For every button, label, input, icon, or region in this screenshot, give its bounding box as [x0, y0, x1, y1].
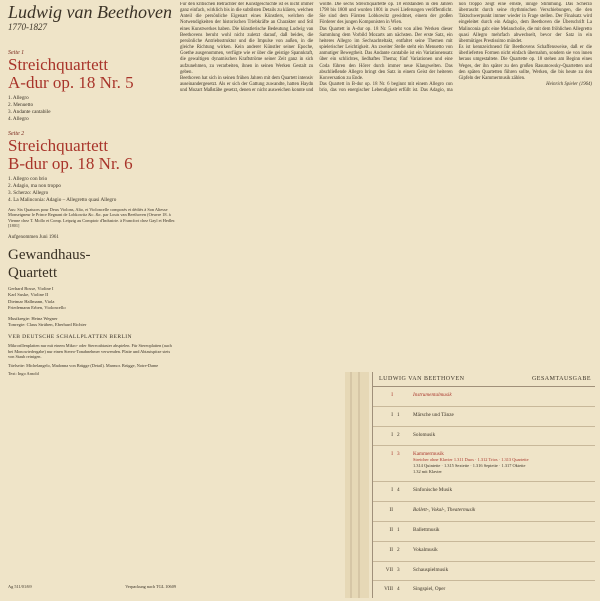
- packaging-note: Verpackung nach TGL 10609: [125, 584, 176, 589]
- row-number: II: [389, 526, 393, 533]
- essay-paragraph: Beethoven hat sich in seinen frühen Jahren mit dem Quartett intensiv auseinandergesetzt. Als er sich der Gattung zuwandte, hatten Haydn und Mozart Maßstäbe gesetzt, denen er nicht ausweichen konnte und wollte. Die sechs Streichquartette op. 18 entstanden in den Jahren 1798 bis 1800 und wurden 1801 in zwei Lieferungen veröffentlicht. Sie sind dem Fürsten Lobkowitz gewidmet, einem der großen Förderer des jungen Komponisten in Wien.: [180, 2, 453, 94]
- ensemble-name: [8, 246, 176, 282]
- source-note: Aus: Six Quatuors pour Deux Violons, Alto, et Violoncelle composés et dédiés à Son Altesse Monseigneur le Prince Regnant de Lobkowitz &c. &c. par Louis van Beethoven (Oeuvre 18. à Vienne chez T. Mollo et Comp. Leipzig au Comptoir d'Industrie. à Francfort chez Gayl et Hedler. [1801]: [8, 207, 176, 229]
- row-sub: 3: [397, 451, 400, 458]
- table-row: [373, 581, 595, 601]
- label-name: VEB DEUTSCHE SCHALLPLATTEN BERLIN: [8, 334, 132, 341]
- side1-title-1: Streichquartett: [8, 55, 109, 74]
- row-title: Ballettmusik: [413, 526, 440, 533]
- catalog-subtitle: GESAMTAUSGABE: [531, 376, 591, 382]
- essay-paragraph: Es ist kennzeichnend für Beethovens Schaffensweise, daß er die überlieferten Formen nicht einfach übernahm, sondern sie von innen heraus umgestaltete. Die Quartette op. 18 stehen am Beginn eines Weges, der ihn später zu den großen Rasumowsky-Quartetten und den späten Quartetten führen sollte, Werken, die bis heute zu den Gipfeln der Kammermusik zählen.: [458, 45, 592, 81]
- row-title: Schauspielmusik: [413, 566, 449, 573]
- row-sub: 4: [397, 487, 400, 494]
- row-sub: 1: [397, 526, 400, 533]
- row-sub: 3: [397, 566, 400, 573]
- list-item: Karl Suske, Violine II: [8, 292, 49, 298]
- recorded-date: Aufgenommen Juni 1961: [8, 234, 59, 240]
- table-row: [373, 542, 595, 562]
- row-sub: 2: [397, 431, 400, 438]
- side2-movements: [8, 176, 176, 204]
- row-title: Ballett-, Vokal-, Theatermusik: [413, 507, 476, 514]
- row-number: I: [391, 451, 393, 458]
- row-number: VIII: [384, 586, 393, 593]
- side2-label: Seite 2: [8, 131, 25, 137]
- list-item: 4. La Malinconia: Adagio – Allegretto quasi Allegro: [8, 197, 117, 203]
- row-number: II: [389, 507, 393, 514]
- kammer-subtypes: [413, 457, 529, 474]
- list-item: Gerhard Bosse, Violine I: [8, 286, 54, 292]
- decorative-stripes: [345, 372, 369, 598]
- essay-paragraph: Für den kritischen Betrachter der Kunstgeschichte ist es nicht immer ganz einfach, wirklich bis in die subtilsten Details zu klären, welchen Anteil die persönliche Eigenart eines Künstlers, welchen die Notwendigkeiten der historischen Triebkräfte an Charakter und Stil eines Kunstwerkes haben. Die künstlerische Bedeutung Ludwig van Beethovens beruht wohl nicht zuletzt darauf, daß beides, die persönliche Antriebsstruktur und die Impulse von außen, in die gleiche Richtung wirken. Kein anderer Künstler seiner Epoche, Goethe ausgenommen, verfügte wie er über die geistige Spannkraft, die gewaltigen dynamischen Kraftströme seiner Zeit ganz in sich aufzunehmen, zu verarbeiten, ihnen in seinen Werken Gestalt zu geben.: [180, 2, 314, 75]
- table-row: [373, 482, 595, 502]
- edition-catalog: [372, 372, 595, 598]
- table-row: [373, 446, 595, 482]
- row-number: I: [391, 392, 393, 398]
- row-title: Solomusik: [413, 431, 436, 438]
- composer-years: 1770-1827: [8, 22, 47, 32]
- catalog-header: [373, 372, 595, 387]
- list-item: Dietmar Hallmann, Viola: [8, 298, 55, 304]
- subtype-line: 1.314 Quintette · 1.315 Sextette · 1.316 Septette · 1.317 Oktette: [413, 462, 526, 468]
- row-content: [413, 451, 529, 474]
- row-number: VII: [385, 566, 393, 573]
- text-credit: Text: Ingo Arnold: [8, 371, 39, 377]
- row-title: Märsche und Tänze: [413, 411, 454, 418]
- essay-signature: Heinrich Spieler (1964): [546, 82, 592, 88]
- composer-name: Ludwig van Beethoven: [8, 2, 172, 22]
- left-column: [8, 2, 176, 377]
- list-item: 1. Allegro: [8, 95, 29, 101]
- row-title: Vokalmusik: [413, 546, 438, 553]
- essay-paragraph: Das Quartett in A-dur op. 18 Nr. 5 steht von allen Werken dieser Sammlung dem Vorbild Mozarts am nächsten. Der erste Satz, ein heiteres Allegro im Sechsachteltakt, entfaltet seine Themen mit spielerischer Leichtigkeit. An zweiter Stelle steht ein Menuetto von anmutiger Bewegtheit. Das Andante cantabile ist ein Variationensatz über ein schlichtes, liedhaftes Thema; fünf Variationen und eine Coda führen den Hörer durch immer neue Klangwelten. Das abschließende Allegro bringt den Satz in einem Geist der heiteren Konversation zu Ende.: [319, 26, 453, 81]
- side2-title-2: B-dur op. 18 Nr. 6: [8, 154, 133, 173]
- row-number: I: [391, 431, 393, 438]
- subtype-line: Streicher ohne Klavier 1.311 Duos · 1.312 Trios · 1.313 Quartette: [413, 457, 529, 463]
- catalog-number: Ag 511/01/69: [8, 584, 32, 589]
- table-row: [373, 522, 595, 542]
- table-row: [373, 427, 595, 447]
- side2-title-1: Streichquartett: [8, 136, 109, 155]
- list-item: 1. Allegro con brio: [8, 176, 48, 182]
- row-title: Kammermusik: [413, 451, 444, 458]
- essay-paragraph: Das Quartett in B-dur op. 18 Nr. 6 beginnt mit einem Allegro con brio, das von energischer Lebendigkeit erfüllt ist. Das Adagio, ma non troppo zeigt eine ernste, innige Stimmung. Das Scherzo überrascht durch seine rhythmischen Verschiebungen, die den Taktschwerpunkt immer wieder in Frage stellen. Der Finalsatz wird eingeleitet durch ein Adagio, dem Beethoven die Überschrift La Malinconia gab: eine Melancholie, die mit dem fröhlichen Allegretto quasi Allegro mehrfach abwechselt, bevor der Satz in ein übermütiges Prestissimo mündet.: [319, 2, 592, 94]
- cover-credit: Titelseite: Michelangelo, Madonna von Brügge (Detail). Marmor. Brügge, Notre-Dame: [8, 362, 159, 368]
- subtype-line: 1.32 mit Klavier: [413, 468, 442, 474]
- ensemble-line2: Quartett: [8, 265, 58, 282]
- liner-notes: [180, 2, 592, 367]
- row-title: Sinfonische Musik: [413, 487, 453, 494]
- list-item: 2. Menuetto: [8, 102, 34, 108]
- footer: [8, 584, 176, 589]
- side1-movements: [8, 95, 176, 123]
- list-item: Tonregie: Claus Strüben, Eberhard Richter: [8, 322, 87, 328]
- table-row: [373, 407, 595, 427]
- row-sub: 1: [397, 411, 400, 418]
- row-number: II: [389, 546, 393, 553]
- row-number: I: [391, 487, 393, 494]
- row-title: Instrumentalmusik: [413, 392, 452, 398]
- table-row: [373, 387, 595, 407]
- credits-list: [8, 316, 176, 329]
- list-item: Friedemann Erben, Violoncello: [8, 305, 66, 311]
- members-list: [8, 286, 176, 312]
- playback-note: Mikrorillenplatten nur mit einem Mikro- oder Stereoabtaster abspielen. Für Stereoplatten (auch bei Monowiedergabe) nur einen Stereo-Tonabnehmer verwenden. Platte und Abtastspitze stets von Staub reinigen.: [8, 343, 172, 360]
- row-number: I: [391, 411, 393, 418]
- list-item: 3. Andante cantabile: [8, 109, 51, 115]
- row-sub: 2: [397, 546, 400, 553]
- list-item: Musikregie: Heinz Wegner: [8, 315, 58, 321]
- table-row: [373, 562, 595, 582]
- list-item: 4. Allegro: [8, 116, 29, 122]
- side1-label: Seite 1: [8, 50, 25, 56]
- row-sub: 4: [397, 586, 400, 593]
- table-row: [373, 502, 595, 522]
- ensemble-line1: Gewandhaus-: [8, 247, 91, 264]
- list-item: 3. Scherzo: Allegro: [8, 190, 49, 196]
- side1-title-2: A-dur op. 18 Nr. 5: [8, 73, 134, 92]
- list-item: 2. Adagio, ma non troppo: [8, 183, 62, 189]
- row-title: Singspiel, Oper: [413, 586, 446, 593]
- catalog-title: LUDWIG VAN BEETHOVEN: [379, 376, 465, 382]
